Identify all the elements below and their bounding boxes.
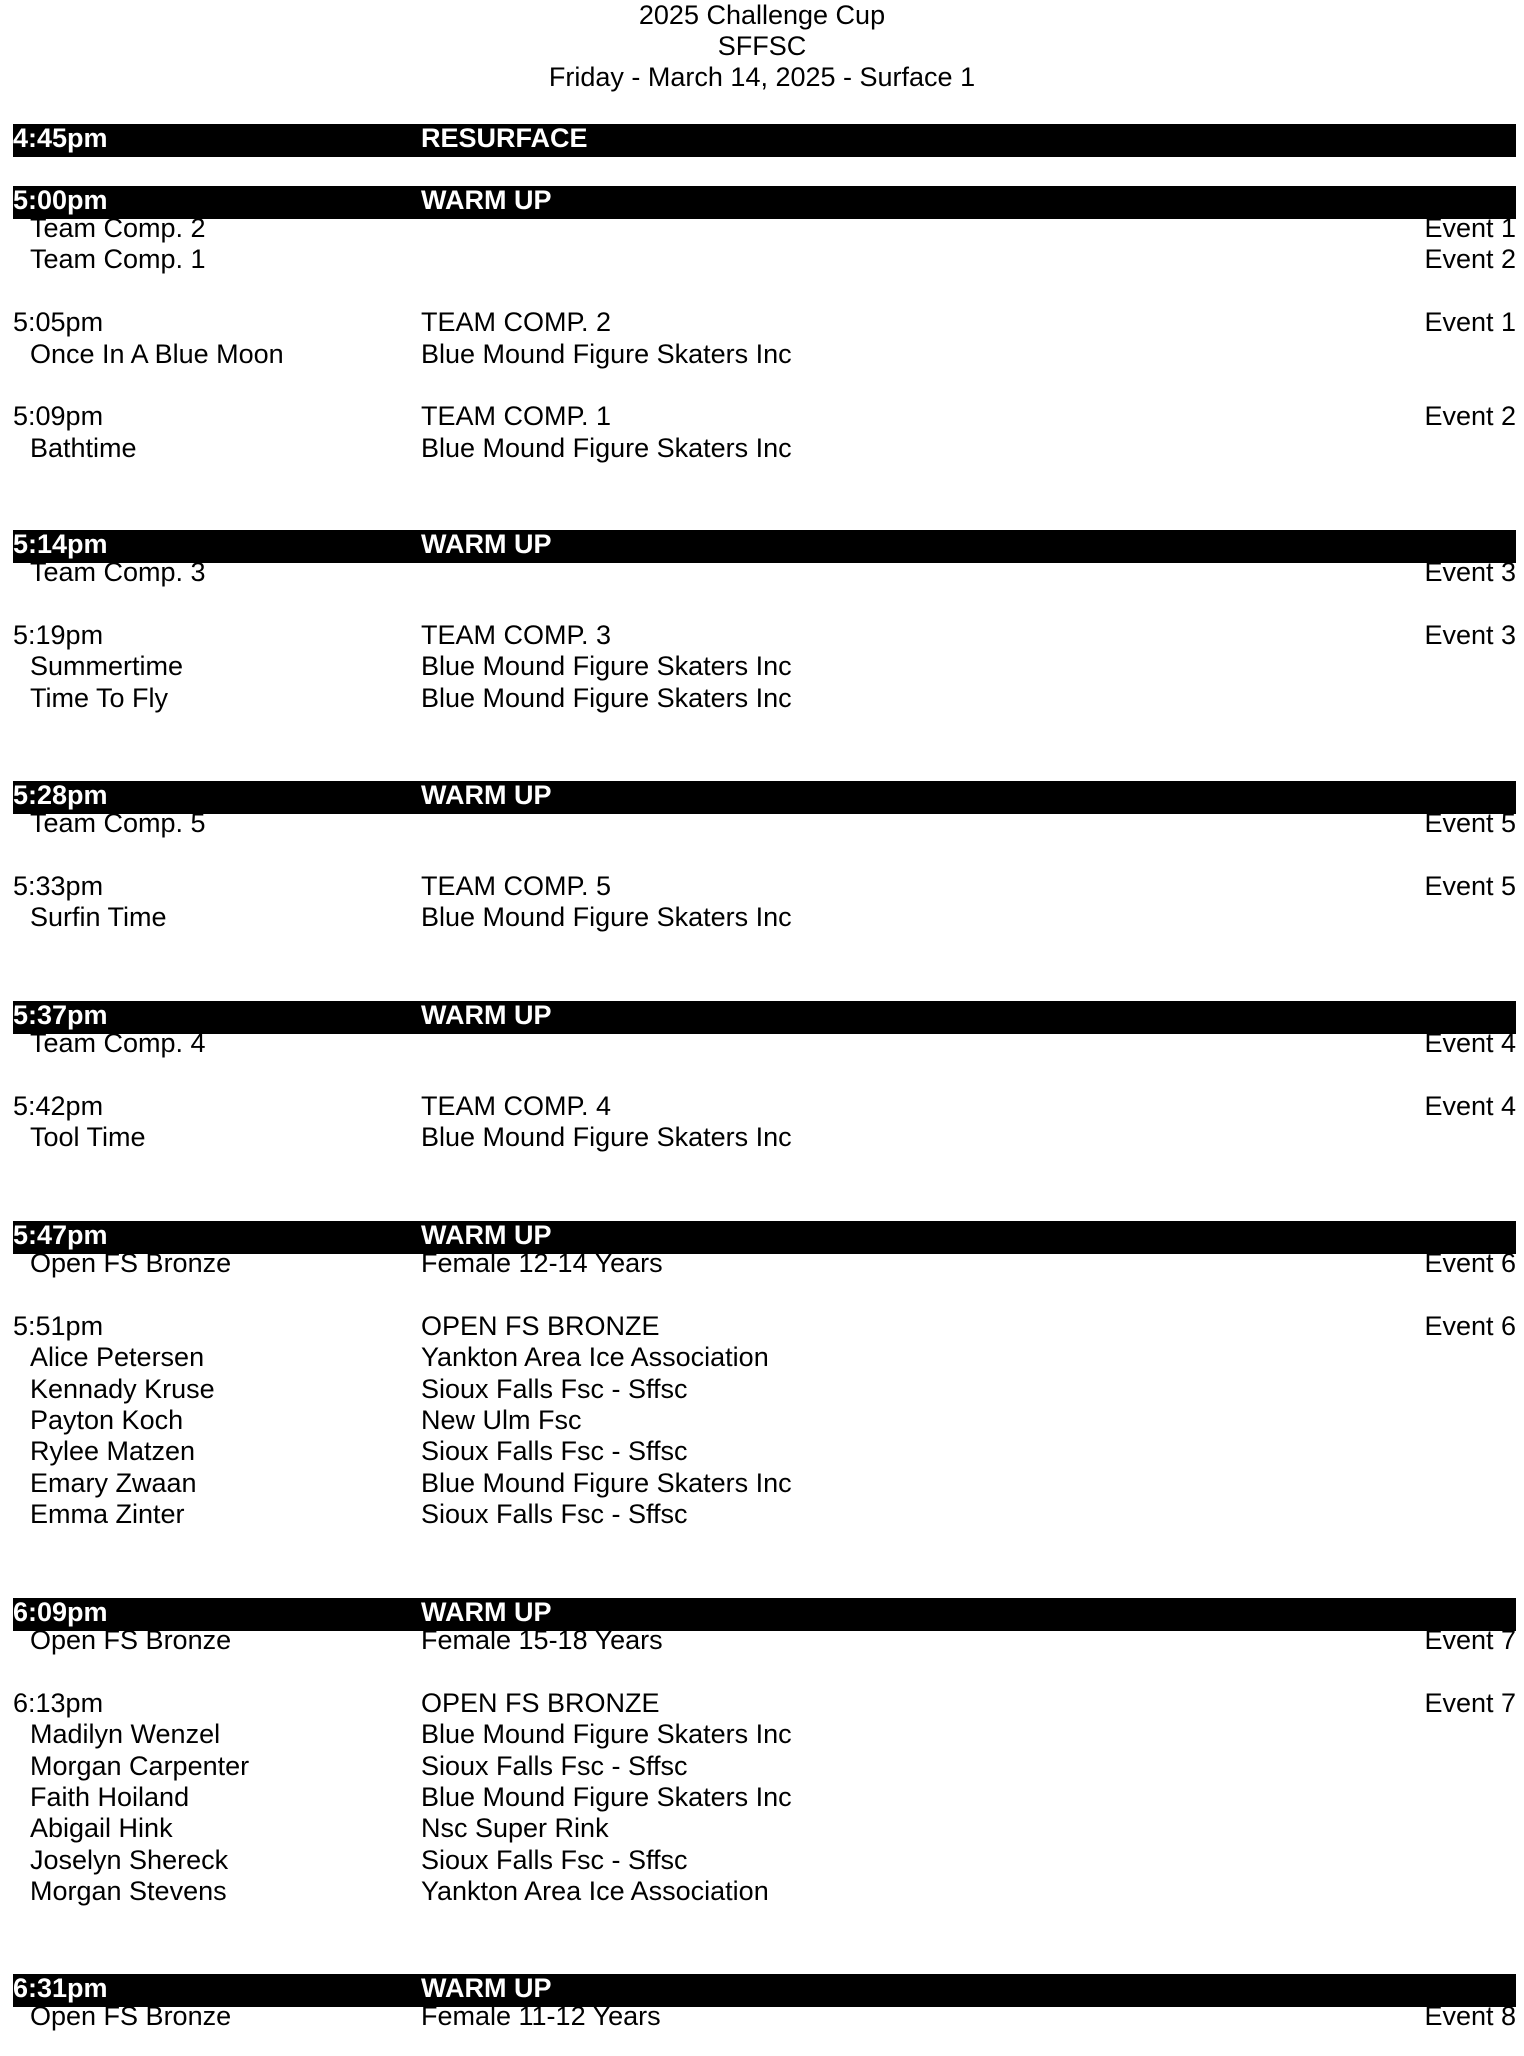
session-type-label: WARM UP	[421, 185, 552, 215]
segment-time: 5:42pm	[13, 1090, 104, 1121]
segment-title: TEAM COMP. 5	[421, 870, 612, 901]
event-number: Event 4	[1424, 1028, 1516, 1058]
session-type-label: WARM UP	[421, 1597, 552, 1627]
session-header-bar	[13, 530, 1516, 563]
session-type-label: WARM UP	[421, 1220, 552, 1250]
event-number: Event 4	[1424, 1090, 1516, 1121]
entry-club: Blue Mound Figure Skaters Inc	[421, 432, 792, 463]
session-start-time: 5:47pm	[13, 1220, 108, 1250]
entry-club: Blue Mound Figure Skaters Inc	[421, 1122, 792, 1153]
entry-name: Abigail Hink	[30, 1813, 173, 1844]
session-type-label: WARM UP	[421, 529, 552, 559]
entry-club: Blue Mound Figure Skaters Inc	[421, 1719, 792, 1750]
event-number: Event 5	[1424, 808, 1516, 838]
entry-name: Team Comp. 4	[30, 1028, 206, 1058]
event-number: Event 8	[1424, 2001, 1516, 2031]
entry-name: Team Comp. 1	[30, 244, 206, 275]
segment-time: 5:33pm	[13, 870, 104, 901]
segment-time: 5:09pm	[13, 401, 104, 432]
session-type-label: RESURFACE	[421, 123, 588, 153]
session-header-bar	[13, 781, 1516, 814]
segment-title: TEAM COMP. 4	[421, 1090, 612, 1121]
session-start-time: 4:45pm	[13, 123, 108, 153]
entry-club: Sioux Falls Fsc - Sffsc	[421, 1844, 688, 1875]
session-header-bar	[13, 1001, 1516, 1034]
entry-club: Blue Mound Figure Skaters Inc	[421, 338, 792, 369]
session-type-label: WARM UP	[421, 1000, 552, 1030]
host-club: SFFSC	[717, 31, 807, 61]
entry-club: New Ulm Fsc	[421, 1405, 582, 1435]
session-header-bar	[13, 1221, 1516, 1254]
session-start-time: 5:28pm	[13, 780, 108, 810]
entry-name: Faith Hoiland	[30, 1782, 190, 1812]
segment-title: TEAM COMP. 3	[421, 619, 612, 650]
session-start-time: 6:09pm	[13, 1597, 108, 1627]
entry-name: Morgan Stevens	[30, 1876, 227, 1907]
session-type-label: WARM UP	[421, 780, 552, 810]
entry-name: Once In A Blue Moon	[30, 338, 284, 369]
entry-name: Summertime	[30, 651, 184, 682]
entry-name: Time To Fly	[30, 682, 169, 713]
entry-club: Female 11-12 Years	[421, 2001, 661, 2031]
event-number: Event 5	[1424, 870, 1516, 901]
entry-name: Tool Time	[30, 1122, 146, 1153]
session-header-bar	[13, 186, 1516, 219]
entry-club: Blue Mound Figure Skaters Inc	[421, 682, 792, 713]
entry-name: Bathtime	[30, 432, 137, 463]
segment-time: 6:13pm	[13, 1687, 104, 1718]
entry-club: Female 12-14 Years	[421, 1248, 663, 1278]
event-number: Event 1	[1424, 307, 1516, 338]
entry-club: Sioux Falls Fsc - Sffsc	[421, 1373, 688, 1404]
entry-name: Emma Zinter	[30, 1499, 185, 1530]
session-header-bar	[13, 124, 1516, 157]
entry-name: Emary Zwaan	[30, 1467, 197, 1498]
entry-club: Female 15-18 Years	[421, 1625, 663, 1655]
entry-name: Open FS Bronze	[30, 2001, 232, 2031]
entry-club: Blue Mound Figure Skaters Inc	[421, 651, 792, 682]
competition-title: 2025 Challenge Cup	[638, 0, 886, 30]
event-number: Event 6	[1424, 1248, 1516, 1278]
event-number: Event 2	[1424, 401, 1516, 432]
segment-time: 5:51pm	[13, 1310, 104, 1341]
session-header-bar	[13, 1598, 1516, 1631]
event-number: Event 7	[1424, 1625, 1516, 1655]
entry-club: Sioux Falls Fsc - Sffsc	[421, 1750, 688, 1781]
entry-club: Sioux Falls Fsc - Sffsc	[421, 1499, 688, 1530]
entry-name: Alice Petersen	[30, 1342, 205, 1373]
event-number: Event 3	[1424, 557, 1516, 587]
entry-name: Kennady Kruse	[30, 1373, 215, 1404]
entry-club: Yankton Area Ice Association	[421, 1342, 769, 1373]
segment-title: TEAM COMP. 1	[421, 401, 612, 432]
session-type-label: WARM UP	[421, 1973, 552, 2003]
event-number: Event 2	[1424, 244, 1516, 275]
entry-name: Surfin Time	[30, 902, 167, 933]
entry-name: Team Comp. 3	[30, 557, 206, 587]
entry-club: Nsc Super Rink	[421, 1813, 609, 1844]
session-header-bar	[13, 1974, 1516, 2007]
event-number: Event 1	[1424, 213, 1516, 243]
entry-name: Joselyn Shereck	[30, 1844, 229, 1875]
entry-name: Team Comp. 2	[30, 213, 206, 243]
event-number: Event 7	[1424, 1687, 1516, 1718]
entry-name: Morgan Carpenter	[30, 1750, 250, 1781]
event-number: Event 3	[1424, 619, 1516, 650]
segment-title: OPEN FS BRONZE	[421, 1687, 660, 1718]
segment-title: TEAM COMP. 2	[421, 307, 612, 338]
session-start-time: 5:00pm	[13, 185, 108, 215]
event-number: Event 6	[1424, 1310, 1516, 1341]
session-start-time: 5:14pm	[13, 529, 108, 559]
segment-time: 5:05pm	[13, 307, 104, 338]
entry-name: Madilyn Wenzel	[30, 1719, 221, 1750]
segment-time: 5:19pm	[13, 619, 104, 650]
entry-name: Open FS Bronze	[30, 1625, 232, 1655]
entry-club: Blue Mound Figure Skaters Inc	[421, 902, 792, 933]
entry-name: Payton Koch	[30, 1405, 184, 1435]
session-start-time: 6:31pm	[13, 1973, 108, 2003]
entry-name: Team Comp. 5	[30, 808, 206, 838]
entry-club: Blue Mound Figure Skaters Inc	[421, 1467, 792, 1498]
entry-club: Blue Mound Figure Skaters Inc	[421, 1782, 792, 1812]
entry-club: Yankton Area Ice Association	[421, 1876, 769, 1907]
segment-title: OPEN FS BRONZE	[421, 1310, 660, 1341]
entry-name: Rylee Matzen	[30, 1436, 196, 1467]
session-date-surface: Friday - March 14, 2025 - Surface 1	[548, 62, 976, 92]
entry-club: Sioux Falls Fsc - Sffsc	[421, 1436, 688, 1467]
session-start-time: 5:37pm	[13, 1000, 108, 1030]
entry-name: Open FS Bronze	[30, 1248, 232, 1278]
